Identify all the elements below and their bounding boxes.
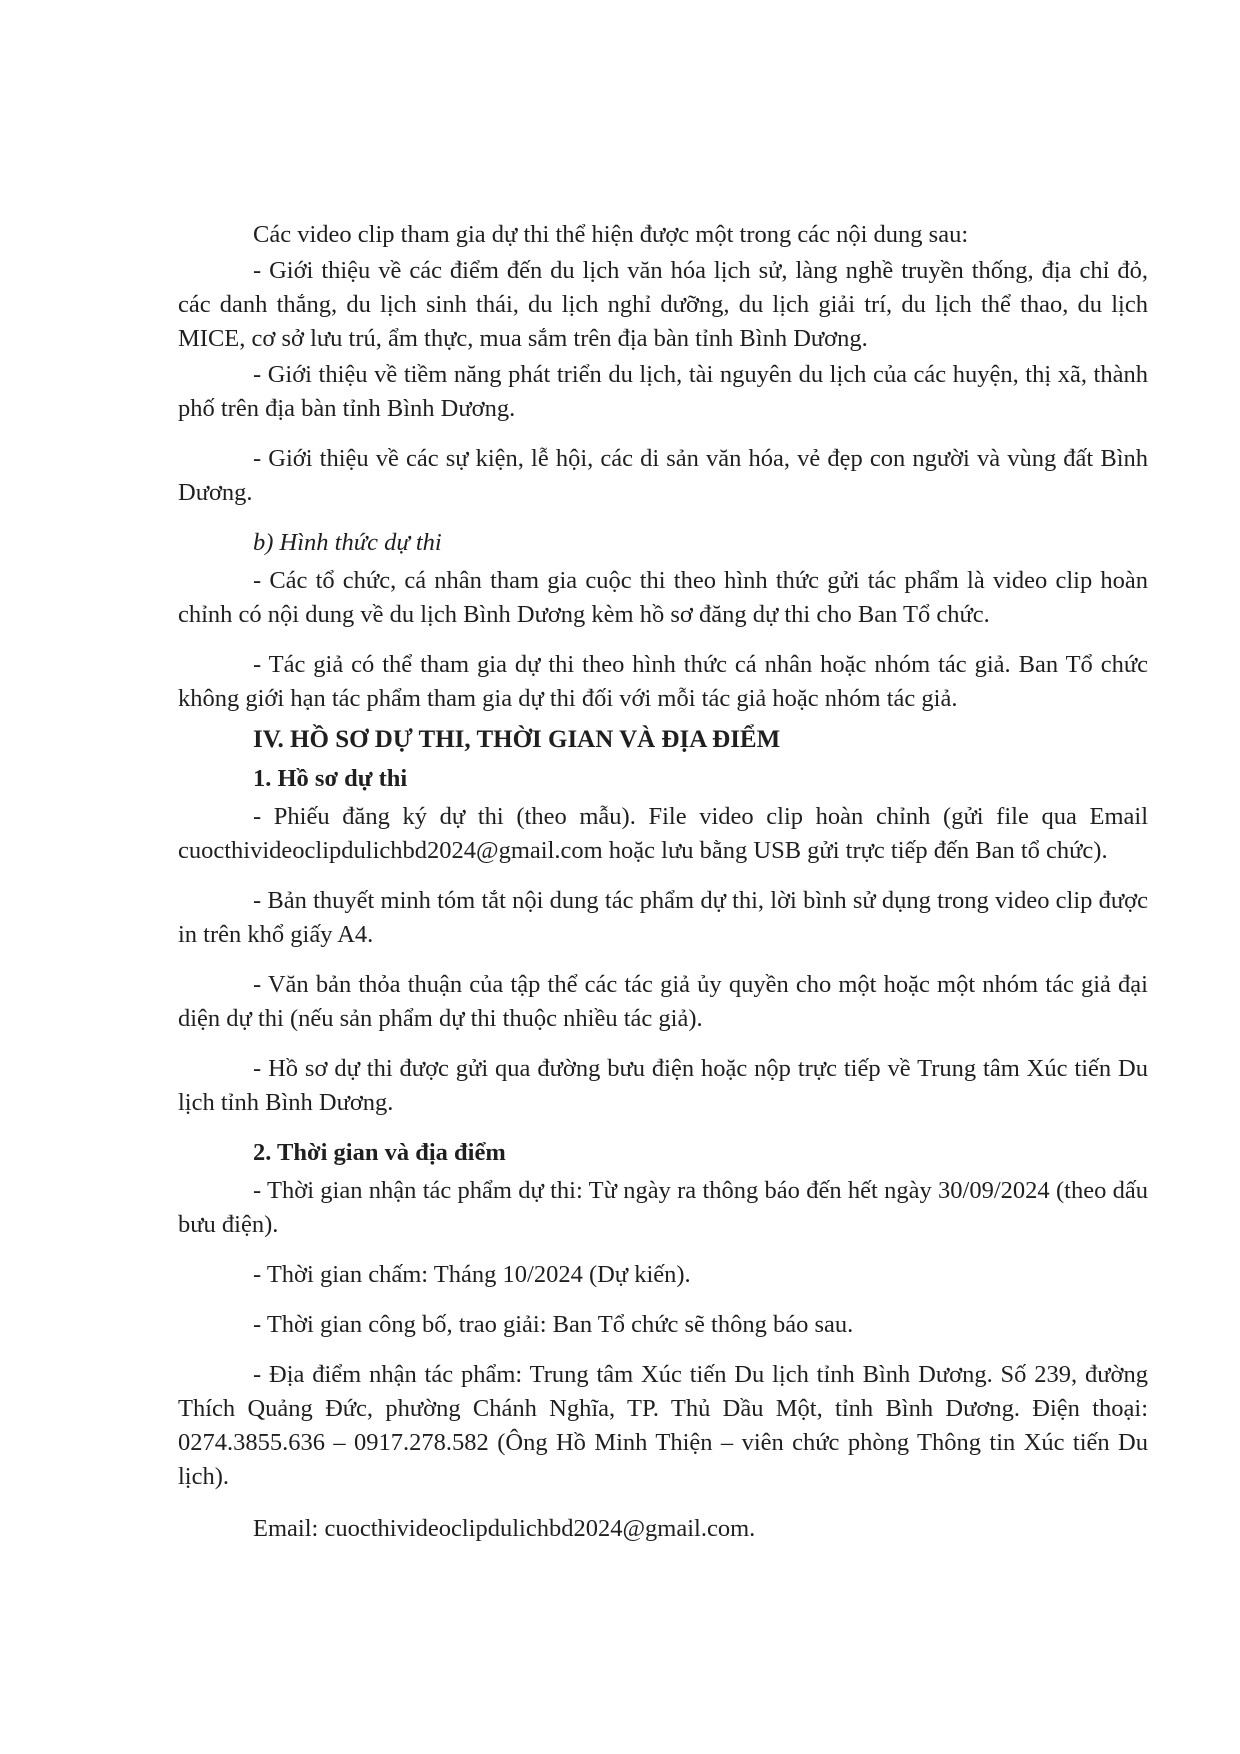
sub2-heading: 2. Thời gian và địa điểm bbox=[253, 1139, 506, 1166]
intro-paragraph: Các video clip tham gia dự thi thể hiện được một trong các nội dung sau: bbox=[253, 221, 969, 248]
sub1-heading: 1. Hồ sơ dự thi bbox=[253, 765, 408, 792]
form-item: - Tác giả có thể tham gia dự thi theo hình thức cá nhân hoặc nhóm tác giả. Ban Tổ chức không giới hạn tác phẩm tham gia dự thi đối với mỗi tác giả hoặc nhóm tác giả. bbox=[178, 651, 1148, 712]
document-page bbox=[178, 218, 1148, 1546]
sub2-item: - Thời gian công bố, trao giải: Ban Tổ chức sẽ thông báo sau. bbox=[253, 1311, 854, 1338]
sub1-item: - Văn bản thỏa thuận của tập thể các tác giả ủy quyền cho một hoặc một nhóm tác giả đại diện dự thi (nếu sản phẩm dự thi thuộc nhiều tác giả). bbox=[178, 971, 1148, 1032]
sub1-item: - Hồ sơ dự thi được gửi qua đường bưu điện hoặc nộp trực tiếp về Trung tâm Xúc tiến Du lịch tỉnh Bình Dương. bbox=[178, 1055, 1148, 1116]
sub1-item: - Bản thuyết minh tóm tắt nội dung tác phẩm dự thi, lời bình sử dụng trong video clip được in trên khổ giấy A4. bbox=[178, 887, 1148, 948]
sub2-item: - Địa điểm nhận tác phẩm: Trung tâm Xúc tiến Du lịch tỉnh Bình Dương. Số 239, đường Thích Quảng Đức, phường Chánh Nghĩa, TP. Thủ Dầu Một, tỉnh Bình Dương. Điện thoại: 0274.3855.636 – 0917.278.582 (Ông Hồ Minh Thiện – viên chức phòng Thông tin Xúc tiến Du lịch). bbox=[178, 1361, 1148, 1490]
sub2-item: - Thời gian chấm: Tháng 10/2024 (Dự kiến). bbox=[253, 1261, 691, 1288]
content-item: - Giới thiệu về các điểm đến du lịch văn hóa lịch sử, làng nghề truyền thống, địa chỉ đỏ, các danh thắng, du lịch sinh thái, du lịch nghỉ dưỡng, du lịch giải trí, du lịch thể thao, du lịch MICE, cơ sở lưu trú, ẩm thực, mua sắm trên địa bàn tỉnh Bình Dương. bbox=[178, 257, 1148, 352]
form-heading: b) Hình thức dự thi bbox=[253, 529, 442, 556]
sub1-item: - Phiếu đăng ký dự thi (theo mẫu). File video clip hoàn chỉnh (gửi file qua Email cuocthivideoclipdulichbd2024@gmail.com hoặc lưu bằng USB gửi trực tiếp đến Ban tổ chức). bbox=[178, 803, 1148, 864]
contact-email: Email: cuocthivideoclipdulichbd2024@gmail.com. bbox=[253, 1515, 756, 1542]
content-item: - Giới thiệu về các sự kiện, lễ hội, các di sản văn hóa, vẻ đẹp con người và vùng đất Bình Dương. bbox=[178, 445, 1148, 506]
form-item: - Các tổ chức, cá nhân tham gia cuộc thi theo hình thức gửi tác phẩm là video clip hoàn chỉnh có nội dung về du lịch Bình Dương kèm hồ sơ đăng dự thi cho Ban Tổ chức. bbox=[178, 567, 1148, 628]
section-iv-heading: IV. HỒ SƠ DỰ THI, THỜI GIAN VÀ ĐỊA ĐIỂM bbox=[253, 726, 781, 753]
sub2-item: - Thời gian nhận tác phẩm dự thi: Từ ngày ra thông báo đến hết ngày 30/09/2024 (theo dấu bưu điện). bbox=[178, 1177, 1148, 1238]
content-item: - Giới thiệu về tiềm năng phát triển du lịch, tài nguyên du lịch của các huyện, thị xã, thành phố trên địa bàn tỉnh Bình Dương. bbox=[178, 361, 1148, 422]
